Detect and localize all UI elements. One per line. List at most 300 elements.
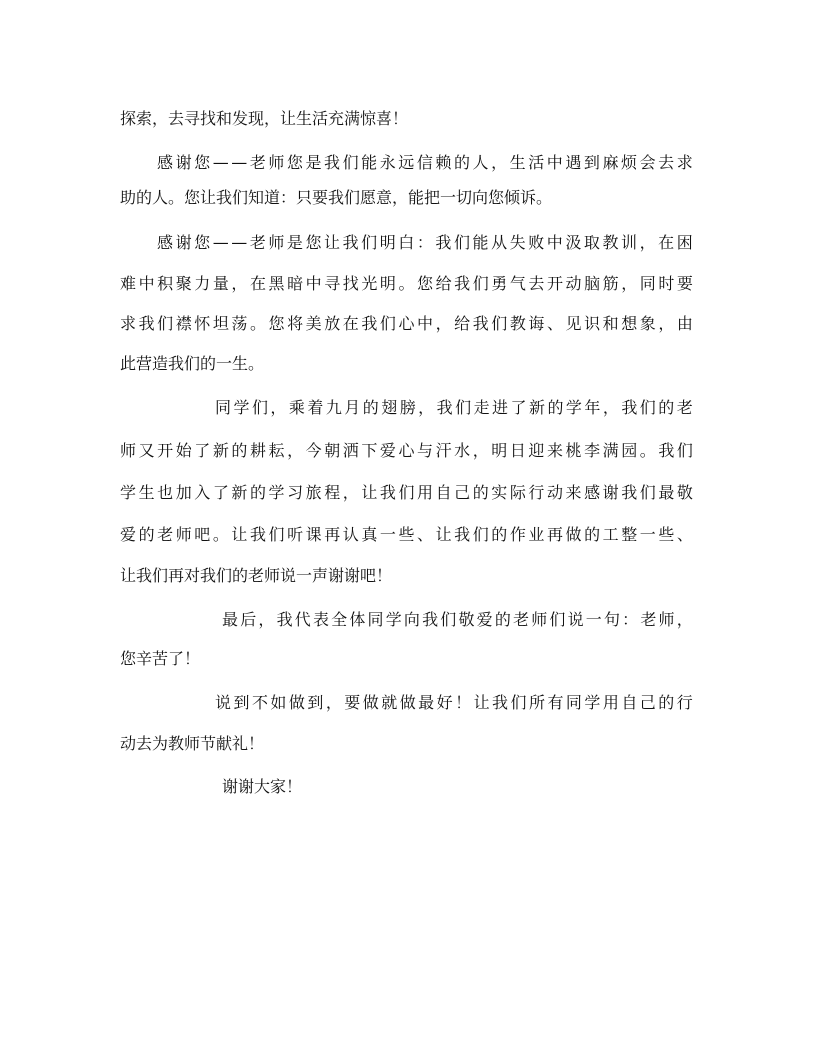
- glyph: —: [212, 153, 229, 172]
- glyph: 由: [676, 314, 693, 333]
- glyph: 新: [528, 398, 545, 417]
- glyph: 中: [305, 274, 322, 293]
- glyph: 美: [305, 314, 322, 333]
- glyph: 会: [639, 153, 656, 172]
- text-line: 谢谢大家！: [222, 777, 303, 796]
- glyph: 的: [547, 398, 564, 417]
- glyph: 己: [454, 483, 471, 502]
- glyph: 走: [473, 398, 490, 417]
- glyph: 好: [436, 693, 453, 712]
- glyph: ，: [418, 398, 435, 417]
- glyph: 我: [379, 483, 396, 502]
- glyph: 做: [565, 525, 582, 544]
- glyph: 园: [621, 441, 638, 460]
- glyph: —: [231, 233, 248, 252]
- glyph: 业: [528, 525, 545, 544]
- glyph: ，: [676, 610, 693, 629]
- glyph: 说: [215, 693, 232, 712]
- glyph: 用: [602, 693, 619, 712]
- glyph: 最: [418, 693, 435, 712]
- glyph: 能: [472, 233, 489, 252]
- glyph: ，: [491, 153, 508, 172]
- glyph: 训: [621, 233, 638, 252]
- glyph: 吧: [194, 525, 211, 544]
- glyph: 同: [639, 274, 656, 293]
- glyph: 一: [379, 525, 396, 544]
- glyph: ：: [622, 610, 639, 629]
- glyph: 再: [546, 525, 563, 544]
- glyph: 旅: [305, 483, 322, 502]
- glyph: 在: [249, 274, 266, 293]
- glyph: 加: [175, 483, 192, 502]
- glyph: 要: [344, 693, 361, 712]
- glyph: 我: [361, 314, 378, 333]
- glyph: 课: [305, 525, 322, 544]
- glyph: 们: [639, 398, 656, 417]
- glyph: 生: [509, 153, 526, 172]
- text-line: 助的人。您让我们知道：只要我们愿意，能把一切向您倾诉。: [120, 188, 553, 207]
- glyph: 用: [417, 483, 434, 502]
- glyph: 一: [585, 610, 602, 629]
- glyph: 师: [175, 525, 192, 544]
- glyph: —: [212, 233, 229, 252]
- glyph: 教: [602, 233, 619, 252]
- glyph: 的: [138, 525, 155, 544]
- glyph: 的: [472, 483, 489, 502]
- glyph: ，: [639, 233, 656, 252]
- glyph: 失: [509, 233, 526, 252]
- glyph: 老: [157, 525, 174, 544]
- glyph: 让: [231, 525, 248, 544]
- glyph: 和: [602, 314, 619, 333]
- glyph: 认: [342, 525, 359, 544]
- glyph: 您: [417, 274, 434, 293]
- glyph: 汗: [435, 441, 452, 460]
- glyph: 脑: [584, 274, 601, 293]
- glyph: 坦: [212, 314, 229, 333]
- glyph: 学: [565, 398, 582, 417]
- glyph: 。: [212, 525, 229, 544]
- glyph: 老: [249, 153, 266, 172]
- glyph: 动: [546, 483, 563, 502]
- glyph: 我: [621, 398, 638, 417]
- glyph: ，: [472, 441, 489, 460]
- glyph: 行: [676, 693, 693, 712]
- glyph: ，: [270, 398, 287, 417]
- glyph: 开: [157, 441, 174, 460]
- glyph: 。: [249, 314, 266, 333]
- glyph: ！: [455, 693, 472, 712]
- glyph: 积: [157, 274, 174, 293]
- glyph: 我: [138, 314, 155, 333]
- glyph: 们: [472, 274, 489, 293]
- glyph: 汲: [565, 233, 582, 252]
- glyph: 聚: [175, 274, 192, 293]
- text-line: [215, 693, 693, 713]
- glyph: 。: [398, 274, 415, 293]
- glyph: 师: [268, 153, 285, 172]
- glyph: 您: [305, 233, 322, 252]
- glyph: 来: [565, 483, 582, 502]
- glyph: 李: [584, 441, 601, 460]
- glyph: 黑: [268, 274, 285, 293]
- glyph: 生: [138, 483, 155, 502]
- glyph: 的: [494, 610, 511, 629]
- glyph: 际: [509, 483, 526, 502]
- text-line: 动去为教师节献礼！: [120, 734, 265, 753]
- glyph: 到: [583, 153, 600, 172]
- glyph: 明: [379, 274, 396, 293]
- glyph: 。: [639, 441, 656, 460]
- glyph: ，: [258, 610, 275, 629]
- glyph: 败: [528, 233, 545, 252]
- glyph: 赖: [435, 153, 452, 172]
- glyph: 让: [324, 233, 341, 252]
- text-line: [120, 441, 693, 461]
- glyph: 新: [231, 483, 248, 502]
- glyph: 翅: [381, 398, 398, 417]
- glyph: 中: [546, 233, 563, 252]
- glyph: 是: [305, 153, 322, 172]
- glyph: 困: [676, 233, 693, 252]
- glyph: 我: [492, 693, 509, 712]
- glyph: 今: [305, 441, 322, 460]
- glyph: ，: [287, 441, 304, 460]
- glyph: 师: [120, 441, 137, 460]
- glyph: 是: [286, 233, 303, 252]
- glyph: 迎: [528, 441, 545, 460]
- glyph: 们: [510, 693, 527, 712]
- glyph: 开: [546, 274, 563, 293]
- text-line: [120, 525, 693, 545]
- glyph: 学: [120, 483, 137, 502]
- glyph: 我: [249, 525, 266, 544]
- glyph: 做: [288, 693, 305, 712]
- text-line: [120, 314, 693, 334]
- glyph: 烦: [621, 153, 638, 172]
- glyph: 了: [194, 441, 211, 460]
- glyph: 们: [676, 441, 693, 460]
- glyph: 再: [324, 525, 341, 544]
- glyph: 老: [249, 233, 266, 252]
- glyph: 心: [398, 441, 415, 460]
- glyph: 明: [491, 441, 508, 460]
- glyph: 不: [251, 693, 268, 712]
- glyph: 麻: [602, 153, 619, 172]
- glyph: 的: [231, 441, 248, 460]
- glyph: 白: [398, 233, 415, 252]
- glyph: 我: [658, 441, 675, 460]
- glyph: 象: [639, 314, 656, 333]
- glyph: 就: [381, 693, 398, 712]
- glyph: 如: [270, 693, 287, 712]
- glyph: 谢: [175, 233, 192, 252]
- glyph: 实: [491, 483, 508, 502]
- glyph: 整: [621, 525, 638, 544]
- glyph: 入: [194, 483, 211, 502]
- glyph: 去: [528, 274, 545, 293]
- glyph: 我: [435, 233, 452, 252]
- glyph: 们: [361, 233, 378, 252]
- glyph: 敬: [458, 610, 475, 629]
- glyph: 全: [331, 610, 348, 629]
- glyph: 的: [362, 398, 379, 417]
- glyph: 找: [342, 274, 359, 293]
- glyph: 力: [194, 274, 211, 293]
- glyph: 到: [233, 693, 250, 712]
- glyph: 耘: [268, 441, 285, 460]
- glyph: 乘: [288, 398, 305, 417]
- glyph: 怀: [194, 314, 211, 333]
- glyph: 勇: [491, 274, 508, 293]
- glyph: 的: [584, 525, 601, 544]
- glyph: 学: [233, 398, 250, 417]
- glyph: 的: [249, 483, 266, 502]
- text-line: [215, 398, 693, 418]
- glyph: 襟: [175, 314, 192, 333]
- glyph: 最: [222, 610, 239, 629]
- glyph: 中: [546, 153, 563, 172]
- glyph: 句: [603, 610, 620, 629]
- glyph: 在: [658, 233, 675, 252]
- glyph: 来: [546, 441, 563, 460]
- glyph: 难: [120, 274, 137, 293]
- glyph: 膀: [399, 398, 416, 417]
- glyph: 您: [194, 153, 211, 172]
- glyph: 月: [344, 398, 361, 417]
- text-line: [157, 233, 693, 253]
- text-line: 让我们再对我们的老师说一声谢谢吧！: [120, 566, 393, 585]
- glyph: 感: [584, 483, 601, 502]
- glyph: 、: [676, 525, 693, 544]
- glyph: 到: [307, 693, 324, 712]
- glyph: 们: [455, 398, 472, 417]
- glyph: ，: [231, 274, 248, 293]
- glyph: 程: [324, 483, 341, 502]
- glyph: —: [231, 153, 248, 172]
- glyph: 要: [676, 274, 693, 293]
- glyph: 一: [639, 525, 656, 544]
- glyph: 感: [157, 153, 174, 172]
- glyph: 们: [440, 610, 457, 629]
- glyph: 诲: [528, 314, 545, 333]
- glyph: 取: [583, 233, 600, 252]
- glyph: 们: [549, 610, 566, 629]
- glyph: 们: [251, 398, 268, 417]
- glyph: 将: [287, 314, 304, 333]
- text-line: 此营造我们的一生。: [120, 354, 265, 373]
- glyph: 进: [492, 398, 509, 417]
- glyph: 寻: [324, 274, 341, 293]
- text-line: [120, 483, 693, 503]
- glyph: 真: [361, 525, 378, 544]
- glyph: 让: [435, 525, 452, 544]
- glyph: 求: [120, 314, 137, 333]
- glyph: 您: [194, 233, 211, 252]
- glyph: 活: [528, 153, 545, 172]
- glyph: 明: [379, 233, 396, 252]
- glyph: 我: [621, 483, 638, 502]
- glyph: 耕: [249, 441, 266, 460]
- glyph: 我: [422, 610, 439, 629]
- glyph: 我: [342, 233, 359, 252]
- glyph: 朝: [324, 441, 341, 460]
- glyph: 远: [398, 153, 415, 172]
- glyph: 了: [510, 398, 527, 417]
- glyph: 您: [286, 153, 303, 172]
- glyph: 新: [212, 441, 229, 460]
- glyph: 我: [454, 525, 471, 544]
- text-line: 探索，去寻找和发现，让生活充满惊喜！: [120, 109, 409, 128]
- glyph: 荡: [231, 314, 248, 333]
- glyph: 暗: [287, 274, 304, 293]
- text-line: [120, 274, 693, 294]
- glyph: 师: [268, 233, 285, 252]
- glyph: 又: [138, 441, 155, 460]
- glyph: 信: [416, 153, 433, 172]
- glyph: 老: [640, 610, 657, 629]
- glyph: 们: [379, 314, 396, 333]
- glyph: 教: [509, 314, 526, 333]
- glyph: 们: [453, 233, 470, 252]
- glyph: 做: [362, 693, 379, 712]
- glyph: 、: [417, 525, 434, 544]
- glyph: 光: [361, 274, 378, 293]
- glyph: 作: [509, 525, 526, 544]
- glyph: 识: [584, 314, 601, 333]
- glyph: 让: [473, 693, 490, 712]
- glyph: 说: [567, 610, 584, 629]
- glyph: 的: [491, 525, 508, 544]
- glyph: ，: [658, 314, 675, 333]
- glyph: ，: [621, 274, 638, 293]
- glyph: ：: [416, 233, 433, 252]
- glyph: 满: [602, 441, 619, 460]
- glyph: 想: [621, 314, 638, 333]
- glyph: 向: [403, 610, 420, 629]
- glyph: 我: [276, 610, 293, 629]
- glyph: 自: [621, 693, 638, 712]
- glyph: 学: [268, 483, 285, 502]
- glyph: 着: [307, 398, 324, 417]
- text-line: [222, 610, 693, 630]
- glyph: 们: [157, 314, 174, 333]
- glyph: 师: [531, 610, 548, 629]
- glyph: 去: [658, 153, 675, 172]
- glyph: 做: [399, 693, 416, 712]
- glyph: 学: [584, 693, 601, 712]
- glyph: 同: [215, 398, 232, 417]
- glyph: 量: [212, 274, 229, 293]
- glyph: 们: [342, 153, 359, 172]
- glyph: 谢: [175, 153, 192, 172]
- glyph: 给: [454, 314, 471, 333]
- glyph: 了: [212, 483, 229, 502]
- glyph: 中: [417, 314, 434, 333]
- glyph: 在: [342, 314, 359, 333]
- glyph: 爱: [120, 525, 137, 544]
- glyph: 从: [491, 233, 508, 252]
- glyph: 自: [435, 483, 452, 502]
- glyph: 始: [175, 441, 192, 460]
- glyph: 人: [472, 153, 489, 172]
- glyph: 同: [565, 693, 582, 712]
- glyph: 谢: [602, 483, 619, 502]
- glyph: 洒: [342, 441, 359, 460]
- glyph: 时: [658, 274, 675, 293]
- glyph: 代: [294, 610, 311, 629]
- glyph: 感: [157, 233, 174, 252]
- glyph: 也: [157, 483, 174, 502]
- glyph: 我: [324, 153, 341, 172]
- glyph: 日: [509, 441, 526, 460]
- glyph: 、: [546, 314, 563, 333]
- glyph: ，: [325, 693, 342, 712]
- glyph: 同: [367, 610, 384, 629]
- glyph: 些: [658, 525, 675, 544]
- glyph: 动: [565, 274, 582, 293]
- glyph: 们: [268, 525, 285, 544]
- glyph: 桃: [565, 441, 582, 460]
- glyph: 水: [454, 441, 471, 460]
- glyph: 己: [639, 693, 656, 712]
- glyph: ，: [602, 398, 619, 417]
- glyph: 们: [398, 483, 415, 502]
- glyph: 的: [658, 693, 675, 712]
- glyph: 能: [361, 153, 378, 172]
- glyph: 年: [584, 398, 601, 417]
- glyph: 最: [658, 483, 675, 502]
- glyph: ，: [435, 314, 452, 333]
- glyph: 们: [472, 525, 489, 544]
- glyph: 爱: [476, 610, 493, 629]
- glyph: 习: [287, 483, 304, 502]
- glyph: 中: [138, 274, 155, 293]
- glyph: 放: [324, 314, 341, 333]
- glyph: 敬: [676, 483, 693, 502]
- glyph: 我: [472, 314, 489, 333]
- glyph: 永: [379, 153, 396, 172]
- glyph: 您: [268, 314, 285, 333]
- glyph: 表: [312, 610, 329, 629]
- glyph: 气: [509, 274, 526, 293]
- glyph: 求: [676, 153, 693, 172]
- glyph: 的: [453, 153, 470, 172]
- glyph: 们: [491, 314, 508, 333]
- glyph: 学: [385, 610, 402, 629]
- glyph: 师: [658, 610, 675, 629]
- glyph: 所: [528, 693, 545, 712]
- glyph: 见: [565, 314, 582, 333]
- glyph: 后: [240, 610, 257, 629]
- glyph: 与: [417, 441, 434, 460]
- glyph: 的: [658, 398, 675, 417]
- glyph: 些: [398, 525, 415, 544]
- glyph: 听: [287, 525, 304, 544]
- glyph: 让: [361, 483, 378, 502]
- glyph: 心: [398, 314, 415, 333]
- glyph: 行: [528, 483, 545, 502]
- glyph: 们: [639, 483, 656, 502]
- glyph: 工: [602, 525, 619, 544]
- glyph: 有: [547, 693, 564, 712]
- text-line: 您辛苦了！: [120, 649, 201, 668]
- glyph: 我: [436, 398, 453, 417]
- text-line: [157, 153, 693, 173]
- glyph: 筋: [602, 274, 619, 293]
- glyph: 我: [454, 274, 471, 293]
- glyph: 老: [676, 398, 693, 417]
